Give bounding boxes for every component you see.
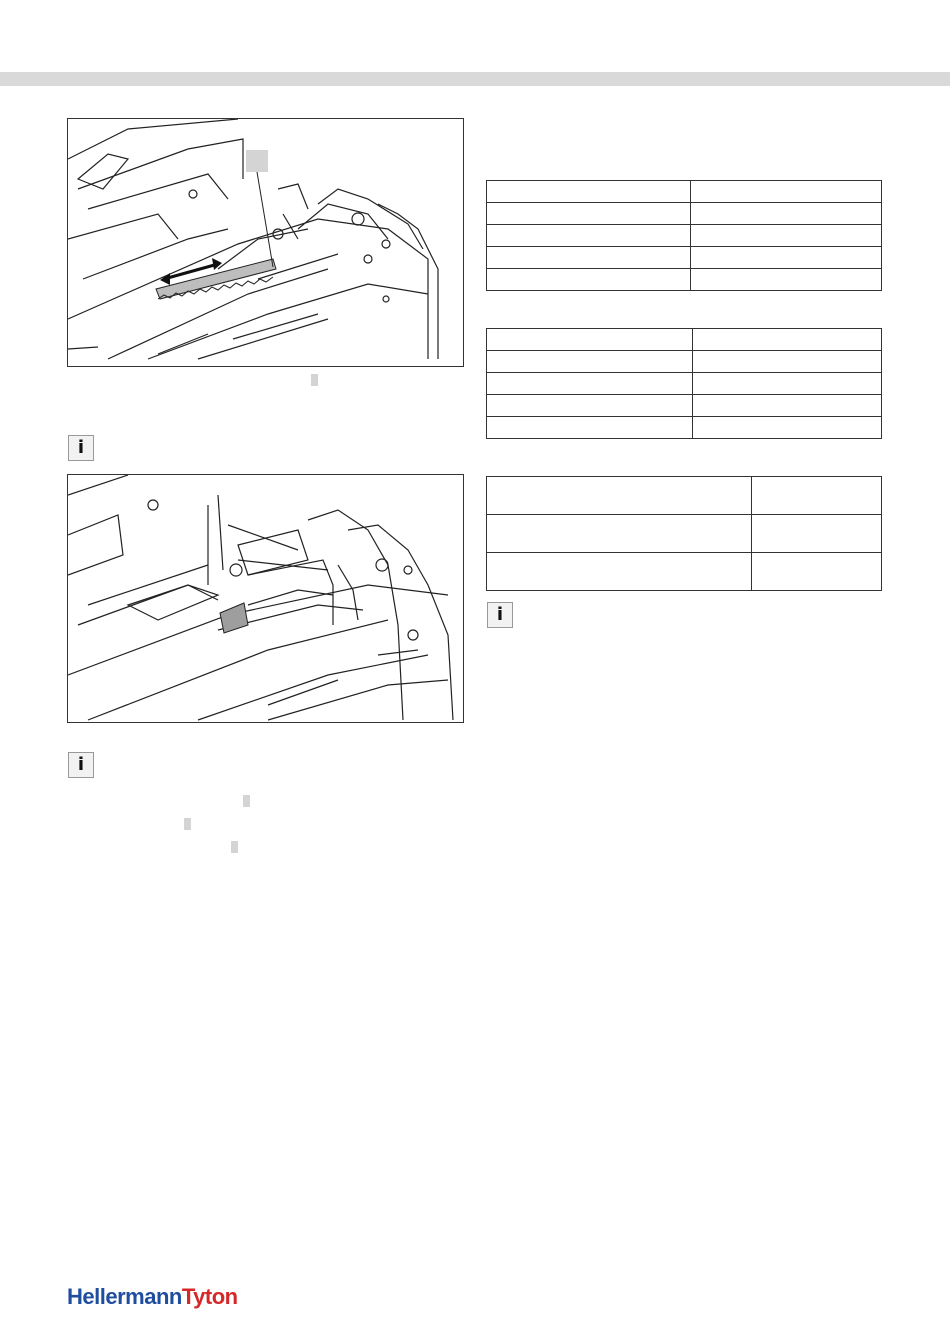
table-row [487, 269, 882, 291]
inline-marker [243, 795, 250, 807]
tool-blade-diagram [68, 119, 464, 367]
inline-marker [184, 818, 191, 830]
figure-1 [67, 118, 464, 367]
table-row [487, 203, 882, 225]
info-glyph: i [496, 604, 504, 625]
info-icon-3 [487, 602, 513, 628]
info-glyph: i [77, 437, 85, 458]
callout-marker [246, 150, 268, 172]
table-row [487, 225, 882, 247]
info-icon-1 [68, 435, 94, 461]
table-row [487, 417, 882, 439]
inline-marker [311, 374, 318, 386]
table-row [487, 373, 882, 395]
header-band [0, 72, 950, 86]
table-row [487, 395, 882, 417]
table-row [487, 247, 882, 269]
info-icon-2 [68, 752, 94, 778]
hellermanntyton-logo [67, 1284, 238, 1310]
table-2 [486, 328, 882, 439]
table-row [487, 515, 882, 553]
table-row [487, 351, 882, 373]
table-row [487, 329, 882, 351]
table-1 [486, 180, 882, 291]
tool-insert-diagram [68, 475, 464, 723]
table-row [487, 477, 882, 515]
logo-part-2: Tyton [181, 1284, 238, 1309]
info-glyph: i [77, 754, 85, 775]
table-row [487, 553, 882, 591]
table-row [487, 181, 882, 203]
figure-2 [67, 474, 464, 723]
inline-marker [231, 841, 238, 853]
logo-part-1: Hellermann [67, 1284, 182, 1309]
table-3 [486, 476, 882, 591]
